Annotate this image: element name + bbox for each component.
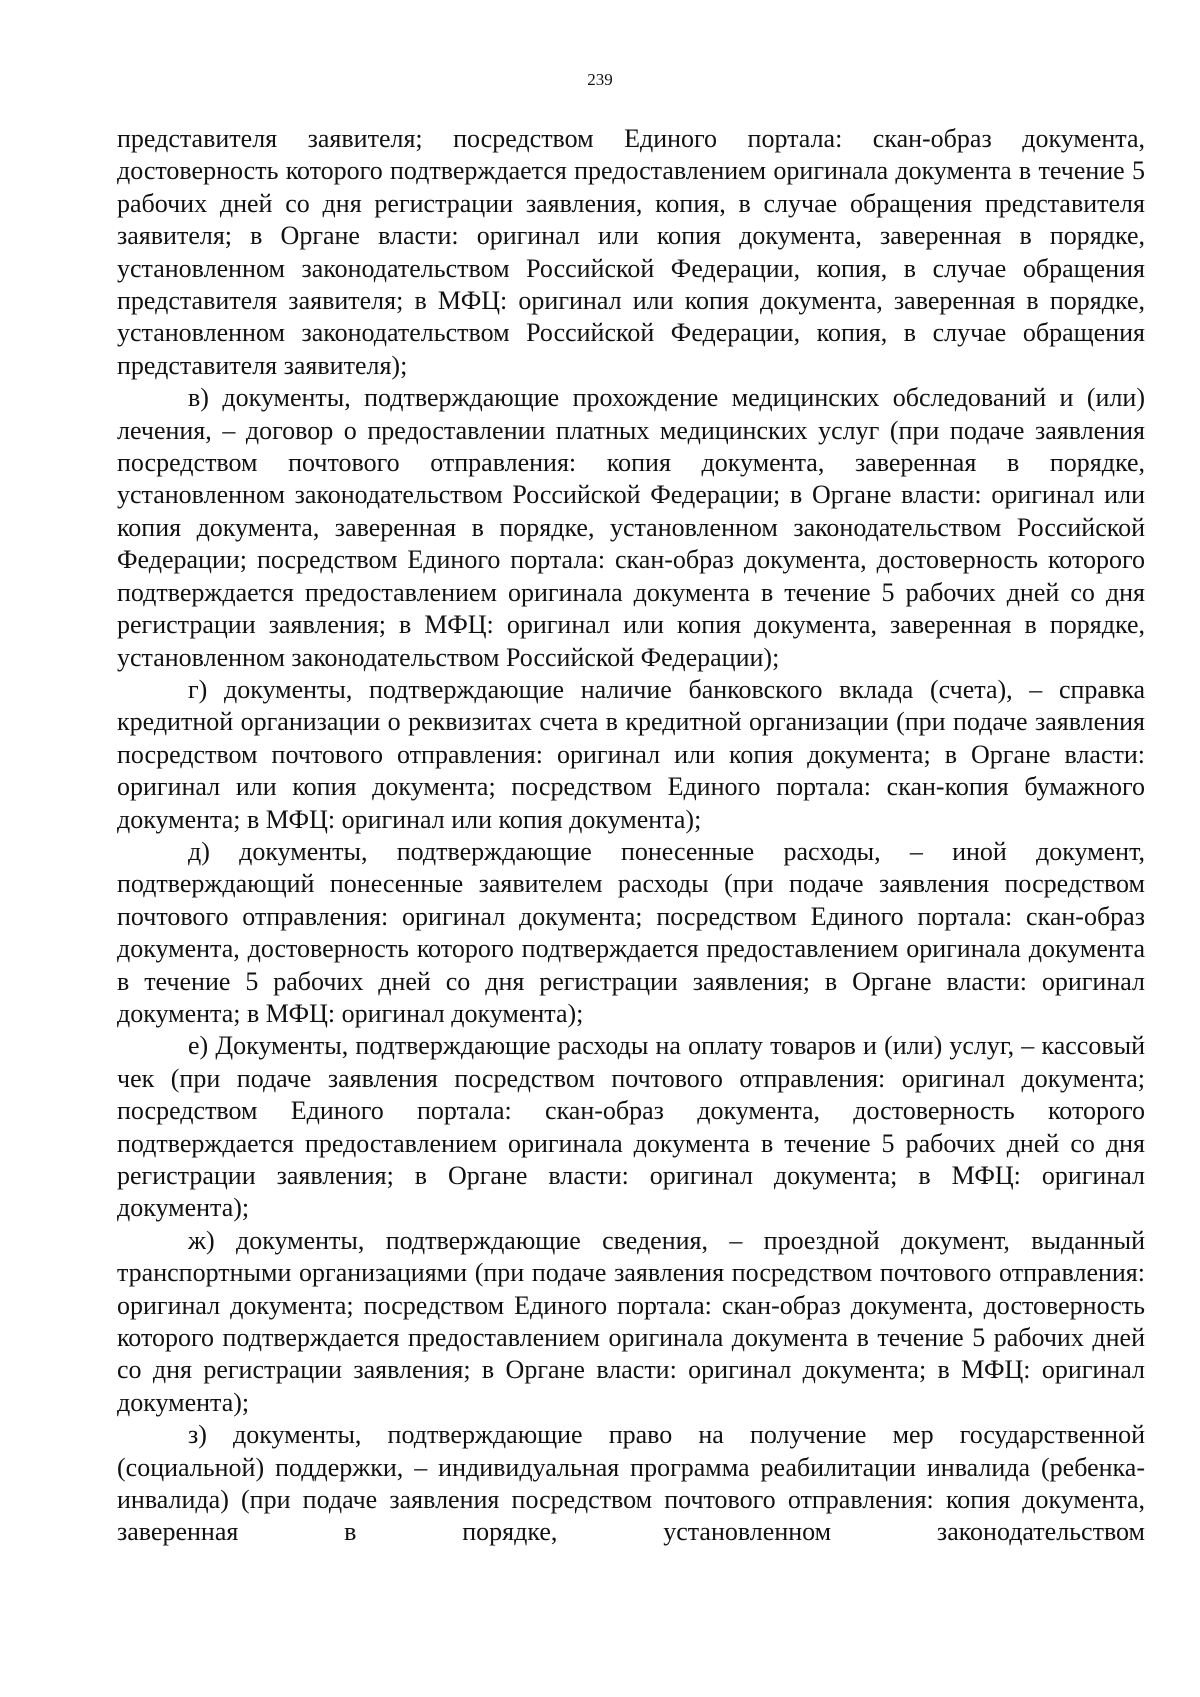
paragraph-item-e: е) Документы, подтверждающие расходы на оплату товаров и (или) услуг, – кассовый чек (при подаче заявления посредством почтового отправления: оригинал документа; посредством Единого портала: скан-образ документа, достоверность которого подтверждается предоставлением оригинала документа в течение 5 рабочих дней со дня регистрации заявления; в Органе власти: оригинал документа; в МФЦ: оригинал документа); bbox=[117, 1031, 1145, 1223]
paragraph-continuation: представителя заявителя; посредством Единого портала: скан-образ документа, достоверность которого подтверждается предоставлением оригинала документа в течение 5 рабочих дней со дня регистрации заявления, копия, в случае обращения представителя заявителя; в Органе власти: оригинал или копия документа, заверенная в порядке, установленном законодательством Российской Федерации, копия, в случае обращения представителя заявителя; в МФЦ: оригинал или копия документа, заверенная в порядке, установленном законодательством Российской Федерации, копия, в случае обращения представителя заявителя); bbox=[117, 124, 1145, 380]
paragraph-item-d: д) документы, подтверждающие понесенные расходы, – иной документ, подтверждающий понесенные заявителем расходы (при подаче заявления посредством почтового отправления: оригинал документа; посредством Единого портала: скан-образ документа, достоверность которого подтверждается предоставлением оригинала документа в течение 5 рабочих дней со дня регистрации заявления; в Органе власти: оригинал документа; в МФЦ: оригинал документа); bbox=[117, 836, 1145, 1028]
paragraph-item-g: г) документы, подтверждающие наличие банковского вклада (счета), – справка кредитной организации о реквизитах счета в кредитной организации (при подаче заявления посредством почтового отправления: оригинал или копия документа; в Органе власти: оригинал или копия документа; посредством Единого портала: скан-копия бумажного документа; в МФЦ: оригинал или копия документа); bbox=[117, 674, 1145, 834]
paragraph-item-z: з) документы, подтверждающие право на получение мер государственной (социальной) поддержки, – индивидуальная программа реабилитации инвалида (ребенка-инвалида) (при подаче заявления посредством почтового отправления: копия документа, заверенная в порядке, установленном законодательством bbox=[117, 1420, 1145, 1547]
paragraph-item-v: в) документы, подтверждающие прохождение медицинских обследований и (или) лечения, – договор о предоставлении платных медицинских услуг (при подаче заявления посредством почтового отправления: копия документа, заверенная в порядке, установленном законодательством Российской Федерации; в Органе власти: оригинал или копия документа, заверенная в порядке, установленном законодательством Российской Федерации; посредством Единого портала: скан-образ документа, достоверность которого подтверждается предоставлением оригинала документа в течение 5 рабочих дней со дня регистрации заявления; в МФЦ: оригинал или копия документа, заверенная в порядке, установленном законодательством Российской Федерации); bbox=[117, 383, 1145, 672]
document-body bbox=[117, 123, 1145, 1549]
paragraph-item-zh: ж) документы, подтверждающие сведения, – проездной документ, выданный транспортными организациями (при подаче заявления посредством почтового отправления: оригинал документа; посредством Единого портала: скан-образ документа, достоверность которого подтверждается предоставлением оригинала документа в течение 5 рабочих дней со дня регистрации заявления; в Органе власти: оригинал документа; в МФЦ: оригинал документа); bbox=[117, 1225, 1145, 1417]
page-number: 239 bbox=[587, 70, 613, 89]
